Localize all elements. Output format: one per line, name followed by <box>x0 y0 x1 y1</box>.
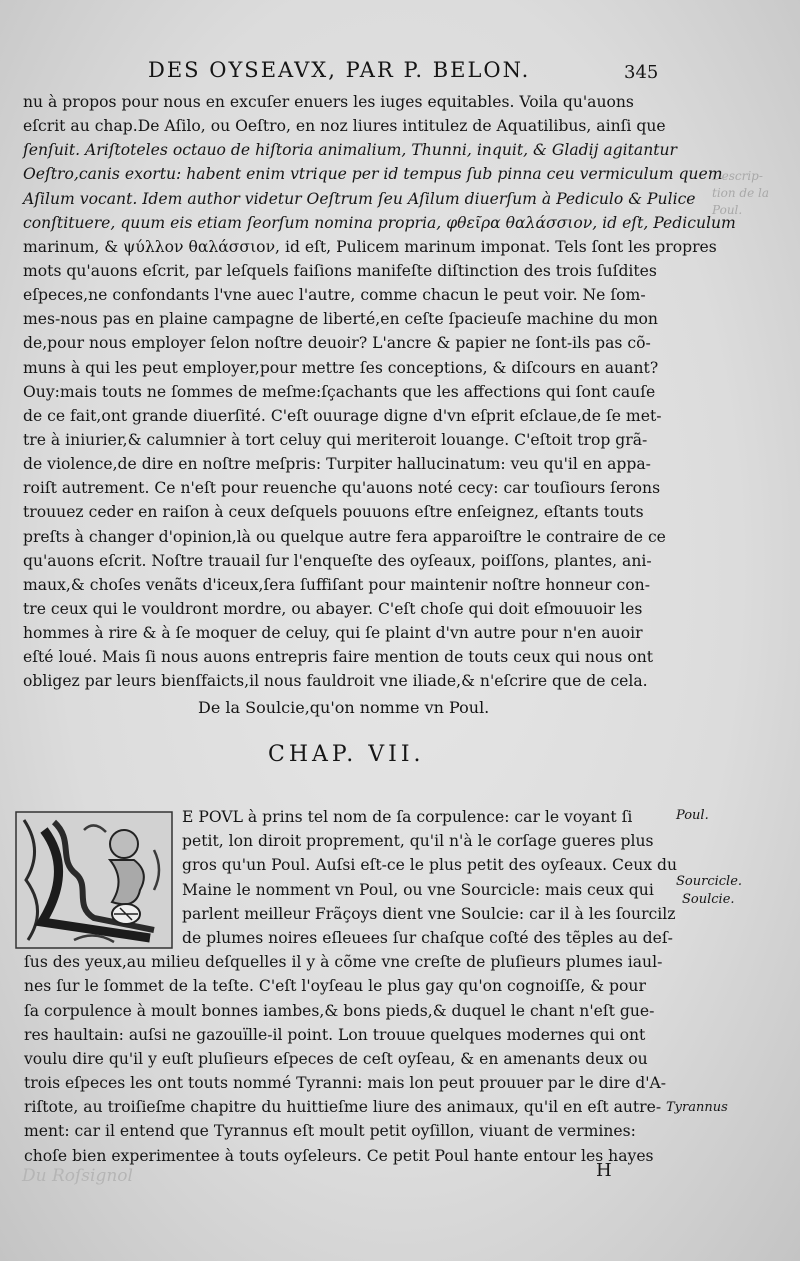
text-line: eſté loué. Mais ſi nous auons entrepris faire mention de touts ceux qui nous ont <box>23 648 654 667</box>
text-line: ſenſuit. Ariſtoteles octauo de hiſtoria animalium, Thunni, inquit, & Gladij agitantur <box>23 141 678 160</box>
margin-note-line: tion de la <box>712 186 770 200</box>
text-line: roiſt autrement. Ce n'eſt pour reuenche qu'auons noté cecy: car touſiours ſerons <box>23 479 661 498</box>
text-line: res haultain: auſsi ne gazouïlle-il point. Lon trouue quelques modernes qui ont <box>24 1025 646 1044</box>
text-line: ſus des yeux,au milieu deſquelles il y à cõme vne creſte de pluſieurs plumes iaul- <box>24 953 663 972</box>
text-line: obligez par leurs bienſfaicts,il nous fauldroit vne iliade,& n'eſcrire que de cela. <box>23 672 648 691</box>
text-line: conſtituere, quum eis etiam ſeorſum nomina propria, φθεῖρα θαλάσσιον, id eſt, Pediculum <box>23 213 736 232</box>
text-line: ment: car il entend que Tyrannus eſt moult petit oyſillon, viuant de vermines: <box>24 1122 636 1141</box>
text-line: eſpeces,ne confondants l'vne auec l'autre, comme chacun le peut voir. Ne ſom- <box>23 286 646 305</box>
text-line: eſcrit au chap.De Aſilo, ou Oeſtro, en noz liures intitulez de Aquatilibus, ainſi que <box>23 117 666 136</box>
page-number: 345 <box>624 62 659 83</box>
text-line: de violence,de dire en noſtre meſpris: Turpiter hallucinatum: veu qu'il en appa- <box>23 455 651 474</box>
text-line: de ce fait,ont grande diuerſité. C'eſt ouurage digne d'vn eſprit eſclaue,de ſe met- <box>23 406 662 425</box>
text-line: de plumes noires eſleuees ſur chaſque coſté des tẽples au deſ- <box>182 928 673 947</box>
section-subtitle: De la Soulcie,qu'on nomme vn Poul. <box>198 698 490 717</box>
text-line: nu à propos pour nous en excuſer enuers les iuges equitables. Voila qu'auons <box>23 93 634 111</box>
marginal-note-soulcie: Soulcie. <box>682 892 735 907</box>
text-line: marinum, & ψύλλον θαλάσσιον, id eſt, Pulicem marinum imponat. Tels ſont les propres <box>23 237 717 256</box>
text-line: tre à iniurier,& calumnier à tort celuy qui meriteroit louange. C'eſtoit trop grã- <box>23 430 648 449</box>
text-line: trouuez ceder en raiſon à ceux deſquels pouuons eſtre enſeignez, eſtants touts <box>23 503 644 522</box>
chapter-text <box>24 805 678 1168</box>
marginal-note-poul: Poul. <box>676 808 709 823</box>
text-line: gros qu'un Poul. Auſsi eſt-ce le plus petit des oyſeaux. Ceux du <box>182 856 678 875</box>
margin-note-line: Descrip- <box>712 169 763 183</box>
signature-mark: H <box>596 1160 612 1181</box>
text-line: Ouy:mais touts ne ſommes de meſme:ſçachants que les affections qui ſont cauſe <box>23 382 656 401</box>
text-line: tre ceux qui le vouldront mordre, ou abayer. C'eſt choſe qui doit eſmouuoir les <box>23 599 643 618</box>
text-line: maux,& choſes venãts d'iceux,ſera ſuffiſant pour maintenir noſtre honneur con- <box>23 575 650 594</box>
text-line: Maine le nomment vn Poul, ou vne Sourcicle: mais ceux qui <box>182 880 654 899</box>
text-line: nes ſur le ſommet de la teſte. C'eſt l'oyſeau le plus gay qu'on cognoiſſe, & pour <box>24 977 646 996</box>
text-line: parlent meilleur Frãçoys dient vne Soulcie: car il à les ſourcilz <box>182 904 676 923</box>
bleed-through-text: Du Roſsignol <box>22 1166 133 1186</box>
text-line: qu'auons eſcrit. Noſtre trauail ſur l'enqueſte des oyſeaux, poiſſons, plantes, ani- <box>23 551 652 570</box>
text-line: Oeſtro,canis exortu: habent enim vtrique per id tempus ſub pinna ceu vermiculum quem <box>23 165 723 184</box>
text-line: trois eſpeces les ont touts nommé Tyranni: mais lon peut prouuer par le dire d'A- <box>24 1074 667 1093</box>
marginal-note-sourcicle: Sourcicle. <box>676 874 743 889</box>
text-line: E POVL à prins tel nom de ſa corpulence: car le voyant ſi <box>182 808 633 826</box>
text-line: Aſilum vocant. Idem author videtur Oeſtrum ſeu Aſilum diuerſum à Pediculo & Pulice <box>23 189 696 208</box>
text-line: hommes à rire & à ſe moquer de celuy, qui ſe plaint d'vn autre pour n'en auoir <box>23 624 643 643</box>
text-line: petit, lon diroit proprement, qu'il n'à le corſage gueres plus <box>182 832 654 851</box>
text-line: voulu dire qu'il y euſt pluſieurs eſpeces de ceſt oyſeau, & en amenants deux ou <box>24 1049 648 1068</box>
marginal-note-tyrannus: Tyrannus <box>666 1100 728 1115</box>
margin-note-faint <box>712 168 792 219</box>
text-line: riſtote, au troiſieſme chapitre du huittieſme liure des animaux, qu'il en eſt autre- <box>24 1098 662 1117</box>
text-line: choſe bien experimentee à touts oyſeleurs. Ce petit Poul hante entour les hayes <box>24 1146 654 1165</box>
text-line: mots qu'auons eſcrit, par leſquels faiſions manifeſte diſtinction des trois ſuſdites <box>23 261 657 280</box>
running-head: DES OYSEAVX, PAR P. BELON. <box>148 58 531 82</box>
text-line: preſts à changer d'opinion,là ou quelque autre fera apparoiſtre le contraire de ce <box>23 527 666 546</box>
text-line: mes-nous pas en plaine campagne de liberté,en ceſte ſpacieuſe machine du mon <box>23 310 658 329</box>
margin-note-line: Poul. <box>712 203 743 217</box>
text-line: muns à qui les peut employer,pour mettre ſes conceptions, & diſcours en auant? <box>23 358 659 377</box>
chapter-title: CHAP. VII. <box>268 742 425 767</box>
text-line: ſa corpulence à moult bonnes iambes,& bons pieds,& duquel le chant n'eſt gue- <box>24 1001 655 1020</box>
text-line: de,pour nous employer ſelon noſtre deuoir? L'ancre & papier ne ſont-ils pas cõ- <box>23 334 651 353</box>
